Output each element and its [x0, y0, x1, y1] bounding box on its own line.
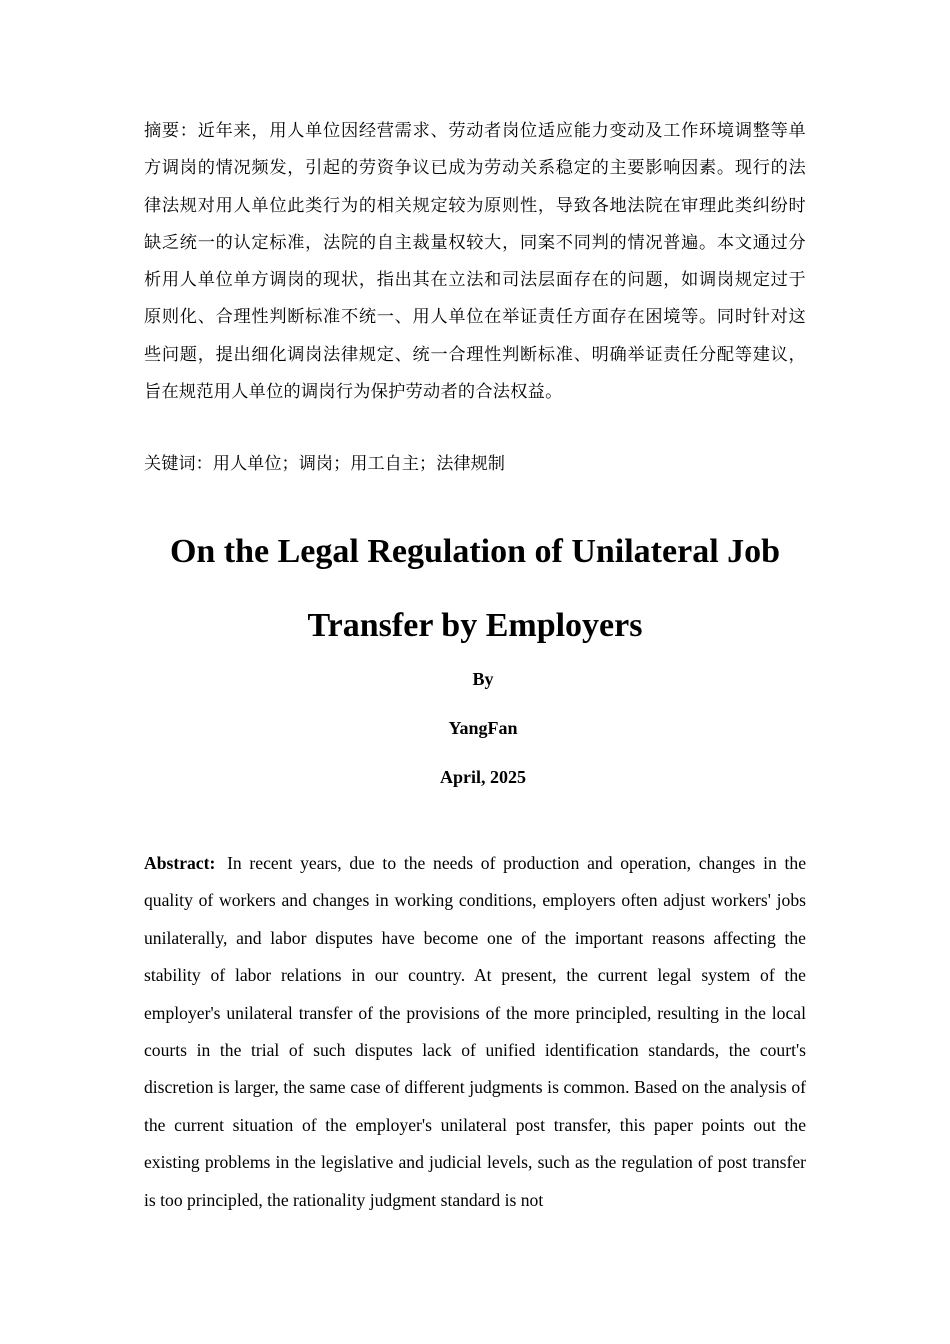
english-title — [110, 515, 840, 663]
author-name: YangFan — [448, 718, 518, 738]
chinese-abstract-text: 近年来，用人单位因经营需求、劳动者岗位适应能力变动及工作环境调整等单方调岗的情况频发，引起的劳资争议已成为劳动关系稳定的主要影响因素。现行的法律法规对用人单位此类行为的相关规定较为原则性，导致各地法院在审理此类纠纷时缺乏统一的认定标准，法院的自主裁量权较大，同案不同判的情况普遍。本文通过分析用人单位单方调岗的现状，指出其在立法和司法层面存在的问题，如调岗规定过于原则化、合理性判断标准不统一、用人单位在举证责任方面存在困境等。同时针对这些问题，提出细化调岗法律规定、统一合理性判断标准、明确举证责任分配等建议，旨在规范用人单位的调岗行为保护劳动者的合法权益。 — [144, 121, 806, 403]
chinese-keywords-text: 用人单位；调岗；用工自主；法律规制 — [212, 454, 505, 474]
english-abstract — [144, 845, 806, 1219]
chinese-abstract-label: 摘要： — [144, 121, 198, 141]
chinese-abstract — [144, 113, 806, 411]
byline-by: By — [472, 669, 494, 689]
english-abstract-label: Abstract: — [144, 853, 216, 873]
english-abstract-text: In recent years, due to the needs of production and operation, changes in the quality of workers and changes in working conditions, employers often adjust workers' jobs unilaterally, and labor disputes have become one of the important reasons affecting the stability of labor relations in our country. At present, the current legal system of the employer's unilateral transfer of the provisions of the more principled, resulting in the local courts in the trial of such disputes lack of unified identification standards, the court's discretion is larger, the same case of different judgments is common. Based on the analysis of the current situation of the employer's unilateral post transfer, this paper points out the existing problems in the legislative and judicial levels, such as the regulation of post transfer is too principled, the rationality judgment standard is not — [144, 853, 806, 1210]
chinese-keywords — [144, 446, 806, 483]
publication-date: April, 2025 — [439, 767, 526, 787]
english-title-line-2: Transfer by Employers — [307, 607, 643, 644]
chinese-keywords-label: 关键词： — [144, 454, 213, 474]
english-title-line-1: On the Legal Regulation of Unilateral Job — [169, 533, 781, 570]
